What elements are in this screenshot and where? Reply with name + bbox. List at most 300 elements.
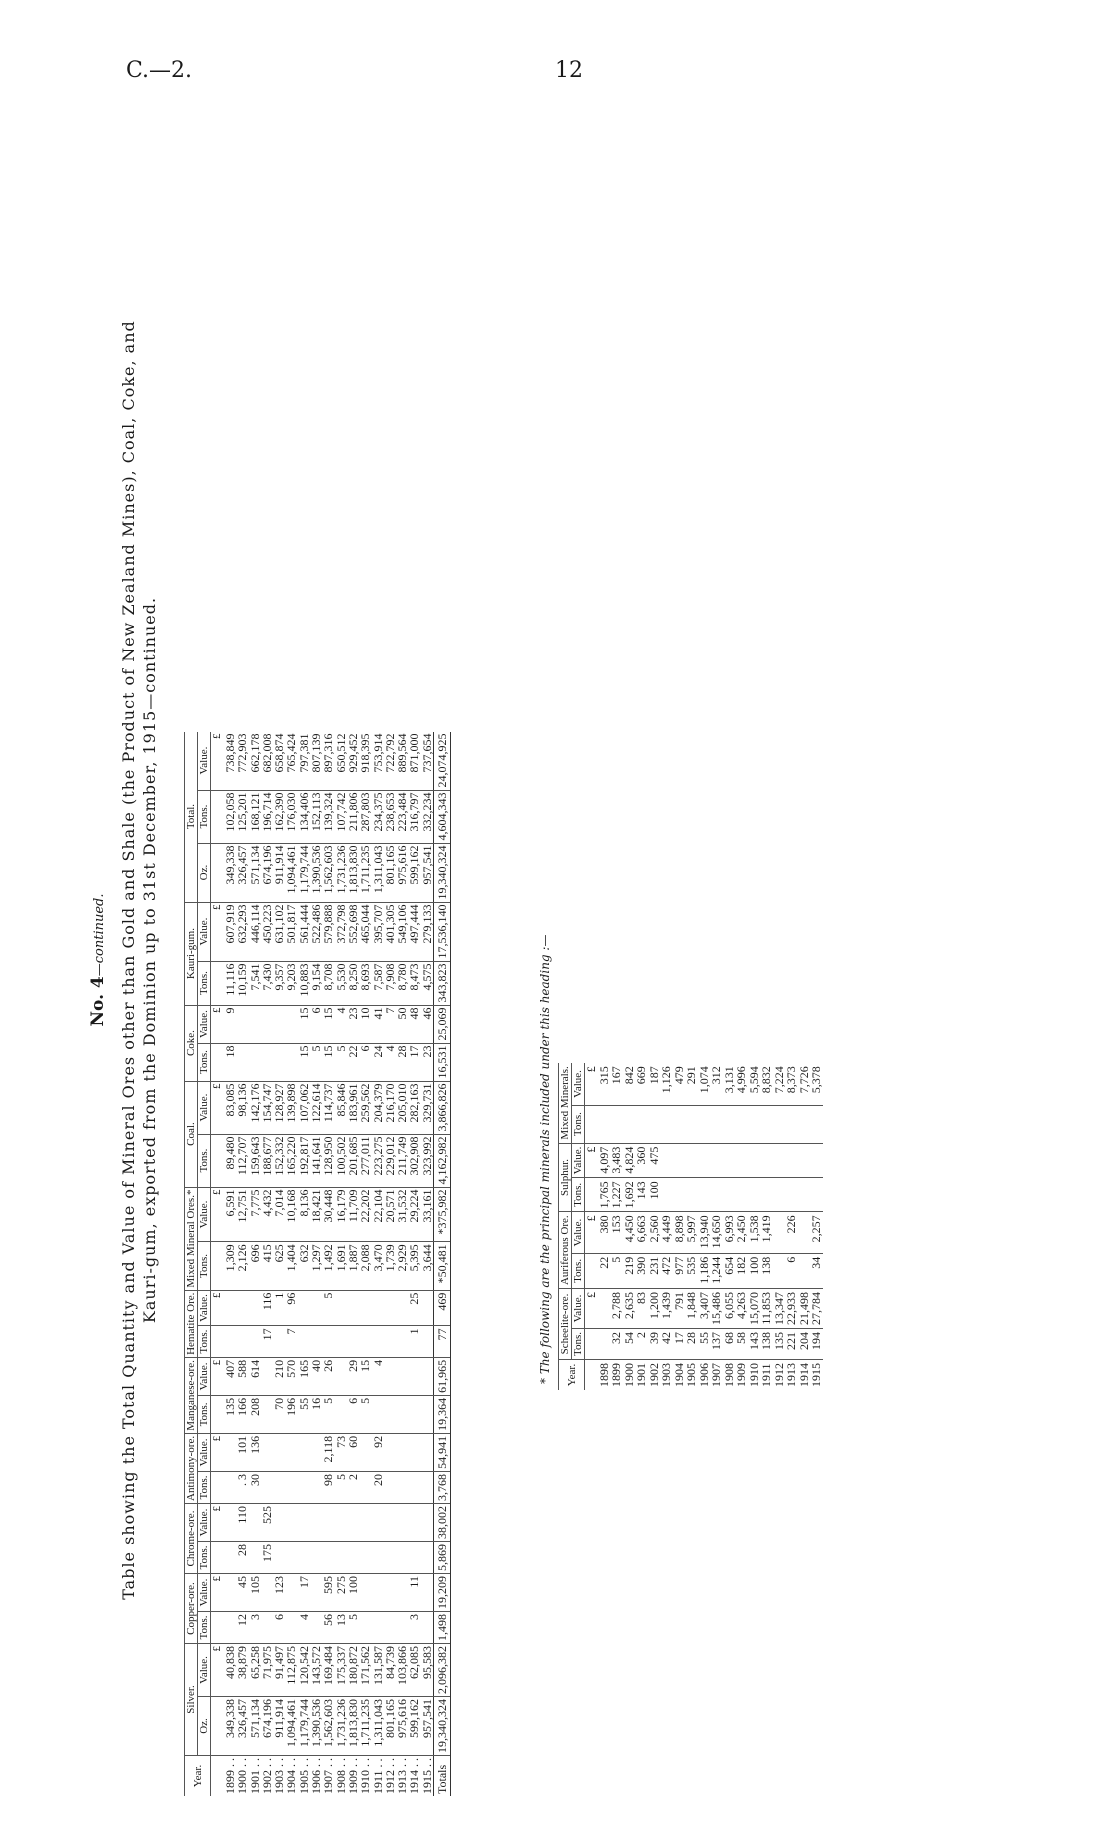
value-cell xyxy=(810,1105,823,1143)
value-cell: 446,114 xyxy=(249,902,261,961)
value-cell xyxy=(273,1504,285,1542)
value-cell: 631,102 xyxy=(273,902,285,961)
value-cell: 871,000 xyxy=(408,732,420,791)
value-cell xyxy=(673,1178,686,1212)
value-cell: 71,975 xyxy=(261,1644,273,1697)
year-cell: 1915 . . xyxy=(419,1758,434,1794)
value-cell: 1,711,235 xyxy=(359,843,371,902)
value-cell xyxy=(249,1043,261,1081)
value-cell xyxy=(785,1178,798,1212)
value-cell: 479 xyxy=(673,1063,686,1105)
value-cell xyxy=(748,1105,761,1143)
total-cell: 3,768 xyxy=(434,1471,451,1503)
value-cell: 1,074 xyxy=(698,1063,711,1105)
unit-header: Value. xyxy=(198,1574,211,1612)
col-header-year: Year. xyxy=(185,1756,211,1797)
value-cell: 96 xyxy=(285,1290,297,1326)
value-cell: 95,583 xyxy=(421,1644,434,1697)
value-cell: 168,121 xyxy=(249,790,261,843)
total-cell: 469 xyxy=(434,1290,451,1326)
value-cell: 5 xyxy=(347,1612,359,1644)
currency-cell: £ xyxy=(211,1644,225,1697)
value-cell: 194 xyxy=(810,1329,823,1360)
value-cell: 89,480 xyxy=(224,1134,236,1187)
value-cell: 9 xyxy=(224,1005,236,1043)
value-cell: 472 xyxy=(660,1253,673,1288)
value-cell: 9,154 xyxy=(310,961,322,1005)
value-cell: 131,587 xyxy=(372,1644,384,1697)
value-cell: 4,575 xyxy=(421,961,434,1005)
year-cell: 1907 . . xyxy=(321,1758,336,1794)
year-cell: 1910 xyxy=(746,1363,761,1387)
value-cell xyxy=(598,1105,611,1143)
value-cell: 188,677 xyxy=(261,1134,273,1187)
unit-header: Tons. xyxy=(198,1242,211,1290)
main-table xyxy=(184,732,451,1796)
value-cell xyxy=(249,1005,261,1043)
value-cell xyxy=(421,1395,434,1433)
unit-header: Tons. xyxy=(198,1542,211,1574)
value-cell xyxy=(810,1143,823,1178)
sub-unit-header: Tons. xyxy=(572,1105,585,1143)
year-cell: 1912 . . xyxy=(382,1758,397,1794)
value-cell xyxy=(335,1504,347,1542)
value-cell: 159,643 xyxy=(249,1134,261,1187)
value-cell: 275 xyxy=(335,1574,347,1612)
value-cell: 68 xyxy=(723,1329,736,1360)
value-cell: 3,470 xyxy=(372,1242,384,1290)
value-cell: 22,104 xyxy=(372,1187,384,1242)
value-cell xyxy=(396,1504,408,1542)
value-cell xyxy=(685,1178,698,1212)
value-cell: 13,347 xyxy=(773,1289,786,1329)
value-cell: 92 xyxy=(372,1433,384,1471)
col-header-kauri-gum: Kauri-gum. xyxy=(185,902,198,1005)
value-cell: 192,817 xyxy=(298,1134,310,1187)
value-cell: 196,714 xyxy=(261,790,273,843)
value-cell: 918,395 xyxy=(359,732,371,791)
value-cell: 1,887 xyxy=(347,1242,359,1290)
value-cell: 153 xyxy=(610,1212,623,1253)
value-cell: 238,653 xyxy=(384,790,396,843)
value-cell: 221 xyxy=(785,1329,798,1360)
total-cell: 19,340,324 xyxy=(434,1697,451,1756)
value-cell: 8,473 xyxy=(408,961,420,1005)
year-cell: 1910 . . xyxy=(358,1758,373,1794)
value-cell: 315 xyxy=(598,1063,611,1105)
year-cell: 1915 xyxy=(809,1363,823,1387)
value-cell: 7,014 xyxy=(273,1187,285,1242)
value-cell xyxy=(760,1143,773,1178)
value-cell: 6 xyxy=(310,1005,322,1043)
value-cell: 105 xyxy=(249,1574,261,1612)
value-cell: 326,457 xyxy=(236,1697,248,1756)
value-cell xyxy=(384,1612,396,1644)
value-cell xyxy=(421,1612,434,1644)
value-cell: 120,542 xyxy=(298,1644,310,1697)
unit-header: Tons. xyxy=(198,1326,211,1358)
value-cell: 501,817 xyxy=(285,902,297,961)
value-cell xyxy=(748,1143,761,1178)
value-cell: 674,196 xyxy=(261,843,273,902)
value-cell: 8,898 xyxy=(673,1212,686,1253)
value-cell xyxy=(798,1143,811,1178)
value-cell xyxy=(384,1326,396,1358)
value-cell xyxy=(421,1326,434,1358)
value-cell: 167 xyxy=(610,1063,623,1105)
value-cell xyxy=(372,1326,384,1358)
value-cell xyxy=(723,1105,736,1143)
value-cell: 7,726 xyxy=(798,1063,811,1105)
value-cell: 525 xyxy=(261,1504,273,1542)
value-cell: 401,305 xyxy=(384,902,396,961)
value-cell xyxy=(285,1433,297,1471)
value-cell: 772,903 xyxy=(236,732,248,791)
value-cell: 210 xyxy=(273,1357,285,1395)
value-cell xyxy=(372,1290,384,1326)
value-cell: 5,594 xyxy=(748,1063,761,1105)
value-cell: 136 xyxy=(249,1433,261,1471)
value-cell: 4,263 xyxy=(735,1289,748,1329)
value-cell: 169,484 xyxy=(322,1644,334,1697)
value-cell: 139,898 xyxy=(285,1081,297,1134)
value-cell: 48 xyxy=(408,1005,420,1043)
value-cell: 791 xyxy=(673,1289,686,1329)
currency-cell xyxy=(211,1612,225,1644)
total-cell: 19,209 xyxy=(434,1574,451,1612)
value-cell xyxy=(773,1105,786,1143)
sub-unit-header: Tons. xyxy=(572,1253,585,1288)
value-cell: 1,439 xyxy=(660,1289,673,1329)
value-cell: 34 xyxy=(810,1253,823,1288)
value-cell xyxy=(396,1433,408,1471)
title-line-2: Kauri-gum, exported from the Dominion up to 31st December, 1915—continued. xyxy=(140,596,159,1324)
table-number: No. 4—continued. xyxy=(88,893,108,1027)
value-cell: 4,432 xyxy=(261,1187,273,1242)
table-row xyxy=(236,732,248,1796)
value-cell: 1,691 xyxy=(335,1242,347,1290)
col-header-group: Antimony-ore. xyxy=(185,1433,198,1503)
value-cell: 682,008 xyxy=(261,732,273,791)
value-cell: 128,950 xyxy=(322,1134,334,1187)
value-cell: 229,012 xyxy=(384,1134,396,1187)
value-cell: 897,316 xyxy=(322,732,334,791)
year-cell: 1908 . . xyxy=(333,1758,348,1794)
value-cell: 6,055 xyxy=(723,1289,736,1329)
table-row xyxy=(249,732,261,1796)
value-cell: 7,587 xyxy=(372,961,384,1005)
value-cell: 5,395 xyxy=(408,1242,420,1290)
value-cell xyxy=(673,1143,686,1178)
value-cell: 15 xyxy=(322,1005,334,1043)
value-cell: 15 xyxy=(322,1043,334,1081)
sub-table-row xyxy=(785,1063,798,1390)
value-cell: 549,106 xyxy=(396,902,408,961)
currency-cell: £ xyxy=(211,1005,225,1043)
value-cell: 658,874 xyxy=(273,732,285,791)
currency-cell xyxy=(211,843,225,902)
value-cell: 30,448 xyxy=(322,1187,334,1242)
value-cell: 65,258 xyxy=(249,1644,261,1697)
value-cell: 2 xyxy=(635,1329,648,1360)
value-cell: 6 xyxy=(359,1043,371,1081)
value-cell: 1,813,830 xyxy=(347,1697,359,1756)
unit-header: Oz. xyxy=(198,843,211,902)
value-cell xyxy=(785,1105,798,1143)
value-cell: 6 xyxy=(347,1395,359,1433)
value-cell: 135 xyxy=(773,1329,786,1360)
value-cell: 329,731 xyxy=(421,1081,434,1134)
value-cell: 17 xyxy=(673,1329,686,1360)
currency-cell xyxy=(585,1178,598,1212)
value-cell: 4 xyxy=(372,1357,384,1395)
value-cell: 349,338 xyxy=(224,843,236,902)
value-cell: 17 xyxy=(408,1043,420,1081)
value-cell: 323,992 xyxy=(421,1134,434,1187)
value-cell xyxy=(359,1542,371,1574)
year-cell: 1902 xyxy=(646,1363,661,1387)
value-cell: 166 xyxy=(236,1395,248,1433)
value-cell xyxy=(273,1433,285,1471)
total-cell: 17,536,140 xyxy=(434,902,451,961)
year-cell: 1904 . . xyxy=(284,1758,299,1794)
sub-table-row xyxy=(685,1063,698,1390)
value-cell xyxy=(396,1542,408,1574)
value-cell: 55 xyxy=(298,1395,310,1433)
value-cell xyxy=(298,1326,310,1358)
value-cell xyxy=(421,1542,434,1574)
value-cell xyxy=(298,1471,310,1503)
value-cell: 3,407 xyxy=(698,1289,711,1329)
value-cell xyxy=(710,1105,723,1143)
table-row xyxy=(408,732,420,1796)
year-cell: 1912 xyxy=(771,1363,786,1387)
table-row xyxy=(359,732,371,1796)
value-cell: 4 xyxy=(384,1043,396,1081)
sub-col-header-year: Year. xyxy=(559,1360,585,1391)
value-cell: 5,530 xyxy=(335,961,347,1005)
value-cell: 32 xyxy=(610,1329,623,1360)
value-cell: 632 xyxy=(298,1242,310,1290)
value-cell: 5,997 xyxy=(685,1212,698,1253)
value-cell xyxy=(310,1504,322,1542)
value-cell: 143,572 xyxy=(310,1644,322,1697)
value-cell: 196 xyxy=(285,1395,297,1433)
value-cell xyxy=(760,1105,773,1143)
value-cell: 579,888 xyxy=(322,902,334,961)
value-cell xyxy=(359,1471,371,1503)
value-cell: 223,484 xyxy=(396,790,408,843)
value-cell: 134,406 xyxy=(298,790,310,843)
value-cell: 15,070 xyxy=(748,1289,761,1329)
value-cell xyxy=(359,1326,371,1358)
sub-table xyxy=(558,1063,823,1390)
value-cell: 2,257 xyxy=(810,1212,823,1253)
value-cell: 316,797 xyxy=(408,790,420,843)
value-cell: 6 xyxy=(273,1612,285,1644)
value-cell: 2,088 xyxy=(359,1242,371,1290)
value-cell: 5 xyxy=(322,1395,334,1433)
value-cell: 5 xyxy=(322,1290,334,1326)
value-cell xyxy=(610,1105,623,1143)
value-cell: 1,731,236 xyxy=(335,843,347,902)
value-cell: 24 xyxy=(372,1043,384,1081)
sub-table-row xyxy=(635,1063,648,1390)
value-cell: 571,134 xyxy=(249,1697,261,1756)
value-cell: 911,914 xyxy=(273,1697,285,1756)
value-cell: 41 xyxy=(372,1005,384,1043)
value-cell: 122,614 xyxy=(310,1081,322,1134)
value-cell: 28 xyxy=(396,1043,408,1081)
sub-col-header: Mixed Minerals. xyxy=(559,1063,572,1143)
value-cell: 29,224 xyxy=(408,1187,420,1242)
currency-cell xyxy=(211,1134,225,1187)
value-cell xyxy=(384,1504,396,1542)
currency-cell: £ xyxy=(211,1187,225,1242)
value-cell: 28 xyxy=(685,1329,698,1360)
value-cell: 5 xyxy=(310,1043,322,1081)
value-cell: 5,378 xyxy=(810,1063,823,1105)
value-cell: 522,486 xyxy=(310,902,322,961)
value-cell xyxy=(236,1043,248,1081)
value-cell: 1,390,536 xyxy=(310,843,322,902)
currency-cell: £ xyxy=(585,1143,598,1178)
year-cell: 1913 . . xyxy=(395,1758,410,1794)
value-cell: 7 xyxy=(285,1326,297,1358)
value-cell xyxy=(735,1178,748,1212)
sub-unit-header: Value. xyxy=(572,1143,585,1178)
value-cell: 4,824 xyxy=(623,1143,636,1178)
currency-cell xyxy=(585,1253,598,1288)
value-cell xyxy=(384,1433,396,1471)
value-cell xyxy=(408,1471,420,1503)
value-cell: 599,162 xyxy=(408,843,420,902)
value-cell: 152,113 xyxy=(310,790,322,843)
value-cell: 8,832 xyxy=(760,1063,773,1105)
value-cell xyxy=(236,1290,248,1326)
value-cell: 1,731,236 xyxy=(335,1697,347,1756)
value-cell xyxy=(735,1105,748,1143)
value-cell: 154,747 xyxy=(261,1081,273,1134)
value-cell: 40,838 xyxy=(224,1644,236,1697)
value-cell xyxy=(685,1105,698,1143)
value-cell: 2,118 xyxy=(322,1433,334,1471)
value-cell: . 3 xyxy=(236,1471,248,1503)
header-code: C.—2. xyxy=(126,58,193,83)
value-cell: 1,538 xyxy=(748,1212,761,1253)
value-cell xyxy=(408,1357,420,1395)
value-cell: 102,058 xyxy=(224,790,236,843)
value-cell xyxy=(396,1471,408,1503)
year-cell: 1903 . . xyxy=(272,1758,287,1794)
rotated-page xyxy=(88,110,1114,1810)
total-cell: 19,364 xyxy=(434,1395,451,1433)
value-cell: 277,011 xyxy=(359,1134,371,1187)
value-cell: 208 xyxy=(249,1395,261,1433)
value-cell: 31,532 xyxy=(396,1187,408,1242)
value-cell: 7,908 xyxy=(384,961,396,1005)
value-cell xyxy=(261,1433,273,1471)
value-cell xyxy=(359,1433,371,1471)
value-cell xyxy=(421,1574,434,1612)
currency-cell xyxy=(211,1395,225,1433)
value-cell: 801,165 xyxy=(384,843,396,902)
value-cell: 1,765 xyxy=(598,1178,611,1212)
value-cell: 654 xyxy=(723,1253,736,1288)
value-cell: 475 xyxy=(648,1143,661,1178)
value-cell: 204,379 xyxy=(372,1081,384,1134)
value-cell: 205,010 xyxy=(396,1081,408,1134)
sub-unit-header: Tons. xyxy=(572,1178,585,1212)
totals-row xyxy=(434,732,451,1796)
value-cell: 5 xyxy=(610,1253,623,1288)
value-cell: 6,993 xyxy=(723,1212,736,1253)
total-cell: 3,866,826 xyxy=(434,1081,451,1134)
year-cell: 1898 xyxy=(596,1363,611,1387)
value-cell: 8,373 xyxy=(785,1063,798,1105)
value-cell: 211,749 xyxy=(396,1134,408,1187)
col-header-group: Manganese-ore. xyxy=(185,1357,198,1433)
value-cell: 797,381 xyxy=(298,732,310,791)
sub-unit-header: Value. xyxy=(572,1289,585,1329)
sub-unit-header: Value. xyxy=(572,1063,585,1105)
value-cell: 1,126 xyxy=(660,1063,673,1105)
value-cell: 100 xyxy=(347,1574,359,1612)
value-cell: 17 xyxy=(298,1574,310,1612)
value-cell: 259,562 xyxy=(359,1081,371,1134)
value-cell: 696 xyxy=(249,1242,261,1290)
value-cell: 175 xyxy=(261,1542,273,1574)
value-cell: 349,338 xyxy=(224,1697,236,1756)
total-cell: 343,823 xyxy=(434,961,451,1005)
value-cell xyxy=(408,1433,420,1471)
currency-cell xyxy=(211,961,225,1005)
value-cell: 11,853 xyxy=(760,1289,773,1329)
value-cell xyxy=(710,1178,723,1212)
value-cell xyxy=(421,1471,434,1503)
value-cell: 8,693 xyxy=(359,961,371,1005)
year-cell: 1907 xyxy=(709,1363,723,1387)
value-cell: 1,186 xyxy=(698,1253,711,1288)
value-cell: 11,116 xyxy=(224,961,236,1005)
value-cell: 83 xyxy=(635,1289,648,1329)
currency-cell: £ xyxy=(585,1289,598,1329)
value-cell: 38,879 xyxy=(236,1644,248,1697)
value-cell: 1,309 xyxy=(224,1242,236,1290)
value-cell: 13 xyxy=(335,1612,347,1644)
value-cell: 2,126 xyxy=(236,1242,248,1290)
value-cell: 977 xyxy=(673,1253,686,1288)
unit-header: Tons. xyxy=(198,1395,211,1433)
value-cell: 8,136 xyxy=(298,1187,310,1242)
value-cell: 4 xyxy=(298,1612,310,1644)
value-cell xyxy=(347,1542,359,1574)
value-cell: 9,357 xyxy=(273,961,285,1005)
sub-table-row xyxy=(760,1063,773,1390)
value-cell xyxy=(723,1143,736,1178)
value-cell: 25 xyxy=(408,1290,420,1326)
currency-cell: £ xyxy=(585,1063,598,1105)
value-cell xyxy=(372,1395,384,1433)
value-cell: 911,914 xyxy=(273,843,285,902)
value-cell: 10 xyxy=(359,1005,371,1043)
value-cell: 231 xyxy=(648,1253,661,1288)
value-cell: 1,179,744 xyxy=(298,1697,310,1756)
value-cell: 279,133 xyxy=(421,902,434,961)
unit-header: Value. xyxy=(198,1504,211,1542)
unit-header: Oz. xyxy=(198,1697,211,1756)
value-cell: 187 xyxy=(648,1063,661,1105)
